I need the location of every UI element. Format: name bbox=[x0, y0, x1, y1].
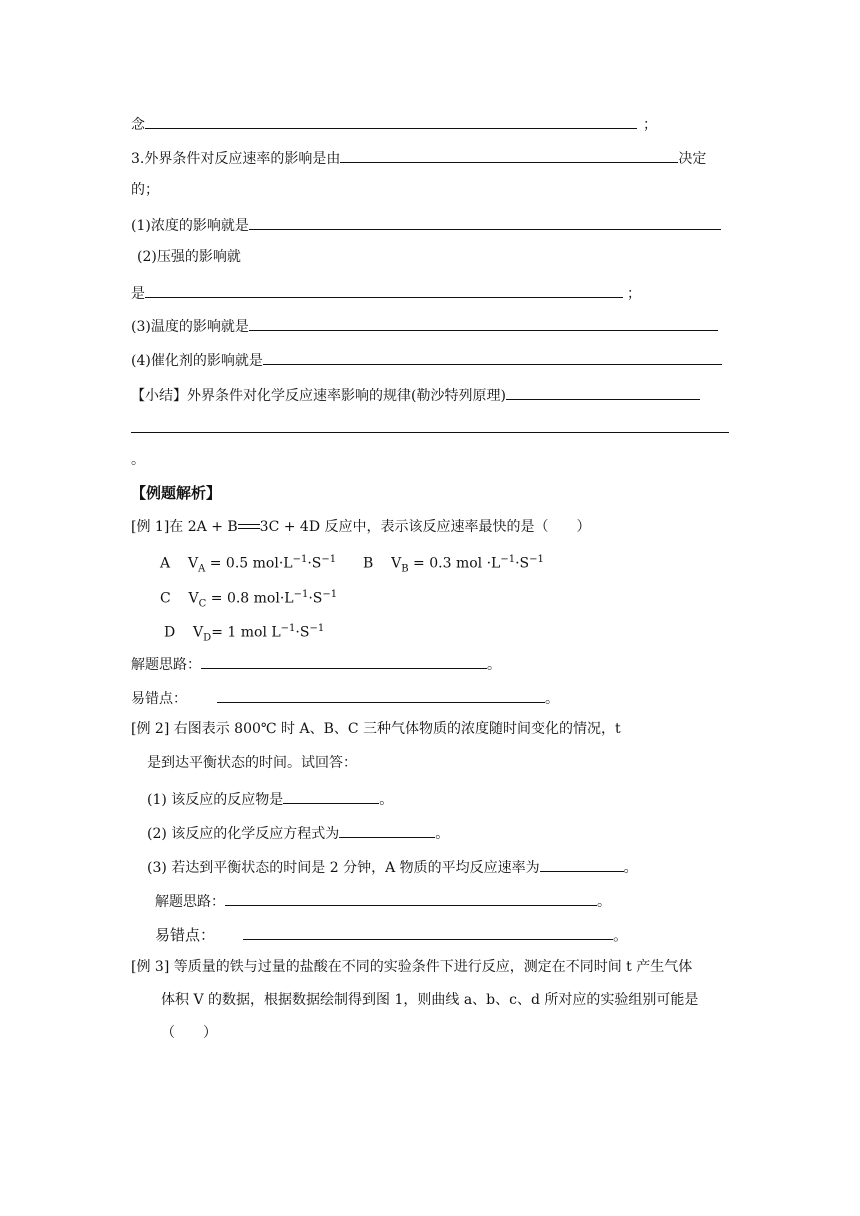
answer-blank[interactable] bbox=[225, 889, 597, 906]
option-v: V bbox=[391, 555, 402, 572]
punct: ； bbox=[627, 286, 641, 302]
answer-blank[interactable] bbox=[340, 146, 678, 163]
option-sup: −1 bbox=[292, 554, 308, 565]
option-sub: A bbox=[198, 563, 206, 575]
option-sup: −1 bbox=[529, 554, 544, 565]
text-catalyst: (4)催化剂的影响就是 bbox=[131, 353, 263, 369]
answer-blank[interactable] bbox=[217, 686, 545, 703]
option-letter: D bbox=[164, 624, 176, 641]
option-sup: −1 bbox=[321, 554, 337, 565]
punct: 。 bbox=[131, 452, 145, 468]
answer-blank-summary-2[interactable] bbox=[131, 432, 729, 433]
option-letter: B bbox=[363, 555, 374, 572]
punct: 。 bbox=[545, 691, 559, 707]
text-line: 的； bbox=[131, 182, 159, 198]
answer-blank[interactable] bbox=[249, 213, 721, 230]
option-a bbox=[160, 550, 336, 579]
option-unit: ·S bbox=[308, 590, 323, 607]
answer-blank[interactable] bbox=[339, 821, 435, 838]
option-sup: −1 bbox=[309, 623, 325, 634]
option-letter: A bbox=[160, 555, 171, 572]
option-c bbox=[160, 585, 337, 614]
fill-line-temperature bbox=[131, 314, 718, 337]
example1-stem bbox=[131, 517, 591, 537]
option-d bbox=[164, 619, 324, 648]
answer-blank[interactable] bbox=[283, 787, 379, 804]
option-unit: ·S bbox=[295, 624, 310, 641]
text-decide: 决定 bbox=[678, 151, 707, 167]
punct: 。 bbox=[613, 926, 629, 944]
option-sub: B bbox=[401, 563, 409, 575]
option-v: V bbox=[193, 624, 204, 641]
option-sup: −1 bbox=[322, 589, 338, 600]
answer-blank[interactable] bbox=[506, 383, 700, 400]
example2-idea bbox=[155, 889, 611, 912]
example1-error bbox=[131, 686, 559, 709]
text-temperature: (3)温度的影响就是 bbox=[131, 319, 249, 335]
answer-blank[interactable] bbox=[243, 923, 613, 940]
option-v: V bbox=[188, 590, 199, 607]
option-value: = 1 mol L bbox=[211, 624, 281, 641]
option-letter: C bbox=[160, 590, 171, 607]
option-value: = 0.5 mol·L bbox=[205, 555, 293, 572]
text-error: 易错点： bbox=[155, 926, 216, 944]
fill-line-pressure bbox=[131, 281, 641, 304]
option-value: = 0.3 mol ·L bbox=[408, 555, 501, 572]
example3-stem-2: 体积 V 的数据，根据数据绘制得到图 1，则曲线 a、b、c、d 所对应的实验组别可能是 bbox=[161, 992, 699, 1008]
option-sub: D bbox=[203, 632, 212, 644]
equilibrium-arrow-icon bbox=[238, 522, 260, 532]
text-idea: 解题思路： bbox=[155, 894, 225, 910]
answer-blank[interactable] bbox=[263, 348, 722, 365]
text-summary: 【小结】外界条件对化学反应速率影响的规律(勒沙特列原理) bbox=[131, 388, 506, 404]
option-sub: C bbox=[198, 598, 207, 610]
punct: 。 bbox=[597, 894, 611, 910]
answer-blank[interactable] bbox=[249, 314, 718, 331]
text-concept: 念 bbox=[131, 117, 145, 133]
fill-line-concept bbox=[131, 112, 657, 135]
fill-line-factor bbox=[131, 146, 706, 169]
punct: 。 bbox=[623, 860, 638, 876]
text-pressure: (2)压强的影响就 bbox=[137, 249, 241, 265]
example3-stem-1: [例 3] 等质量的铁与过量的盐酸在不同的实验条件下进行反应，测定在不同时间 t 产生气体 bbox=[131, 959, 693, 975]
punct: ； bbox=[643, 117, 657, 133]
option-unit: ·S bbox=[515, 555, 530, 572]
option-value: = 0.8 mol·L bbox=[206, 590, 294, 607]
option-sup: −1 bbox=[280, 623, 296, 634]
section-title: 【例题解析】 bbox=[131, 484, 222, 502]
example3-choice-brackets: （ ） bbox=[161, 1025, 217, 1041]
text-q3: (3) 若达到平衡状态的时间是 2 分钟，A 物质的平均反应速率为 bbox=[147, 860, 540, 876]
text-concentration: (1)浓度的影响就是 bbox=[131, 218, 249, 234]
fill-line-summary bbox=[131, 383, 700, 406]
example1-stem-b: 3C + 4D 反应中，表示该反应速率最快的是（ ） bbox=[259, 519, 591, 535]
text-q2: (2) 该反应的化学反应方程式为 bbox=[147, 826, 340, 842]
example1-idea bbox=[131, 652, 501, 675]
example2-error bbox=[155, 923, 628, 945]
fill-line-catalyst bbox=[131, 348, 722, 371]
example1-stem-a: [例 1]在 2A + B bbox=[131, 519, 238, 535]
text-error: 易错点： bbox=[131, 691, 187, 707]
punct: 。 bbox=[487, 657, 501, 673]
option-sup: −1 bbox=[500, 554, 516, 565]
example2-q1 bbox=[147, 787, 393, 810]
example2-q3 bbox=[147, 855, 638, 878]
option-sup: −1 bbox=[293, 589, 309, 600]
text-factor: 3.外界条件对反应速率的影响是由 bbox=[131, 151, 341, 167]
punct: 。 bbox=[435, 826, 450, 842]
example2-stem-1: [例 2] 右图表示 800℃ 时 A、B、C 三种气体物质的浓度随时间变化的情况，t bbox=[131, 721, 621, 737]
answer-blank[interactable] bbox=[145, 112, 637, 129]
option-unit: ·S bbox=[307, 555, 322, 572]
example2-q2 bbox=[147, 821, 449, 844]
answer-blank[interactable] bbox=[201, 652, 487, 669]
answer-blank[interactable] bbox=[145, 281, 623, 298]
option-b bbox=[363, 550, 544, 579]
text-q1: (1) 该反应的反应物是 bbox=[147, 792, 284, 808]
example2-stem-2: 是到达平衡状态的时间。试回答： bbox=[147, 755, 357, 771]
fill-line-concentration bbox=[131, 213, 721, 236]
answer-blank[interactable] bbox=[540, 855, 624, 872]
text-is: 是 bbox=[131, 286, 145, 302]
punct: 。 bbox=[379, 792, 394, 808]
option-v: V bbox=[187, 555, 199, 572]
text-idea: 解题思路： bbox=[131, 657, 201, 673]
